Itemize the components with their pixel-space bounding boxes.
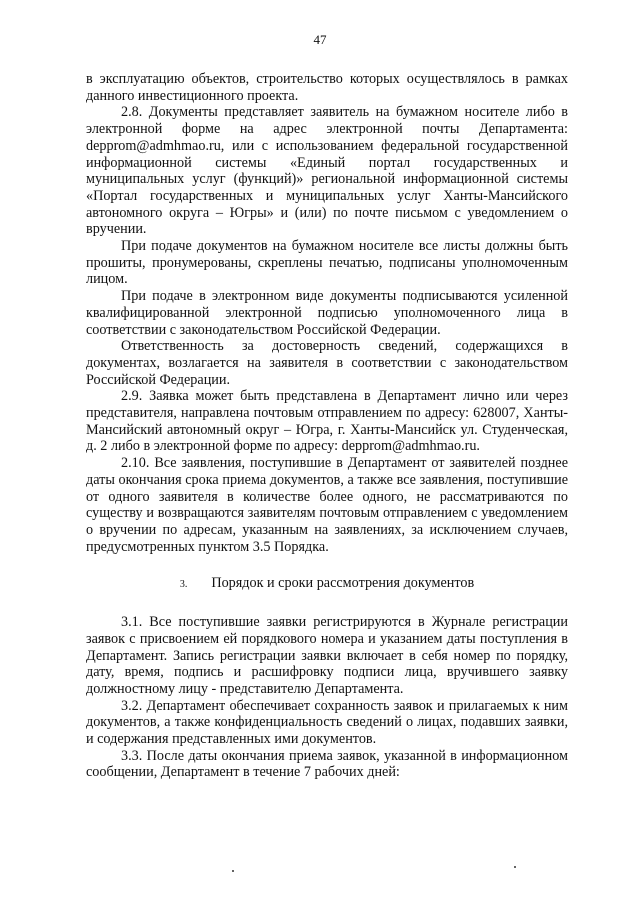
paragraph-3-1: 3.1. Все поступившие заявки регистрируются в Журнале регистрации заявок с присвоением ей порядкового номера и указанием даты поступления в Департамент. Запись регистрации заявки включает в себя номер по порядку, дату, время, подпись и расшифровку подписи лица, вручившего заявку должностному лицу - представителю Департамента. [86, 614, 568, 697]
paragraph-electronic-submission: При подаче в электронном виде документы подписываются усиленной квалифицированной электронной подписью уполномоченного лица в соответствии с законодательством Российской Федерации. [86, 288, 568, 338]
section-heading [86, 575, 568, 594]
scan-speck [232, 870, 234, 872]
scan-speck [514, 866, 516, 868]
paragraph-continuation: в эксплуатацию объектов, строительство которых осуществлялось в рамках данного инвестиционного проекта. [86, 71, 568, 104]
paragraph-paper-submission: При подаче документов на бумажном носителе все листы должны быть прошиты, пронумерованы, скреплены печатью, подписаны уполномоченным лицом. [86, 238, 568, 288]
paragraph-2-10: 2.10. Все заявления, поступившие в Департамент от заявителей позднее даты окончания срока приема документов, а также все заявления, поступившие от одного заявителя в количестве более одного, не рассматриваются по существу и возвращаются заявителям почтовым отправлением с уведомлением о вручении по адресам, указанным на заявлениях, за исключением случаев, предусмотренных пунктом 3.5 Порядка. [86, 455, 568, 555]
paragraph-3-3: 3.3. После даты окончания приема заявок, указанной в информационном сообщении, Департамент в течение 7 рабочих дней: [86, 747, 568, 781]
document-body [86, 71, 568, 781]
paragraph-2-9: 2.9. Заявка может быть представлена в Департамент лично или через представителя, направлена почтовым отправлением по адресу: 628007, Ханты-Мансийский автономный округ – Югра, г. Ханты-Мансийск ул. Студенческая, д. 2 либо в электронной форме по адресу: depprom@admhmao.ru. [86, 388, 568, 455]
section-title: Порядок и сроки рассмотрения документов [211, 575, 475, 592]
section-number: 3. [179, 579, 188, 591]
paragraph-responsibility: Ответственность за достоверность сведений, содержащихся в документах, возлагается на заявителя в соответствии с законодательством Российской Федерации. [86, 338, 568, 388]
page-number: 47 [313, 32, 327, 47]
paragraph-2-8: 2.8. Документы представляет заявитель на бумажном носителе либо в электронной форме на адрес электронной почты Департамента: depprom@admhmao.ru, или с использованием федеральной государственной информационной системы «Единый портал государственных и муниципальных услуг (функций)» региональной информационной системы «Портал государственных и муниципальных услуг Ханты-Мансийского автономного округа – Югры» и (или) по почте письмом с уведомлением о вручении. [86, 104, 568, 238]
paragraph-3-2: 3.2. Департамент обеспечивает сохранность заявок и прилагаемых к ним документов, а также конфиденциальность сведений о лицах, подавших заявки, и содержания представленных ими документов. [86, 697, 568, 748]
